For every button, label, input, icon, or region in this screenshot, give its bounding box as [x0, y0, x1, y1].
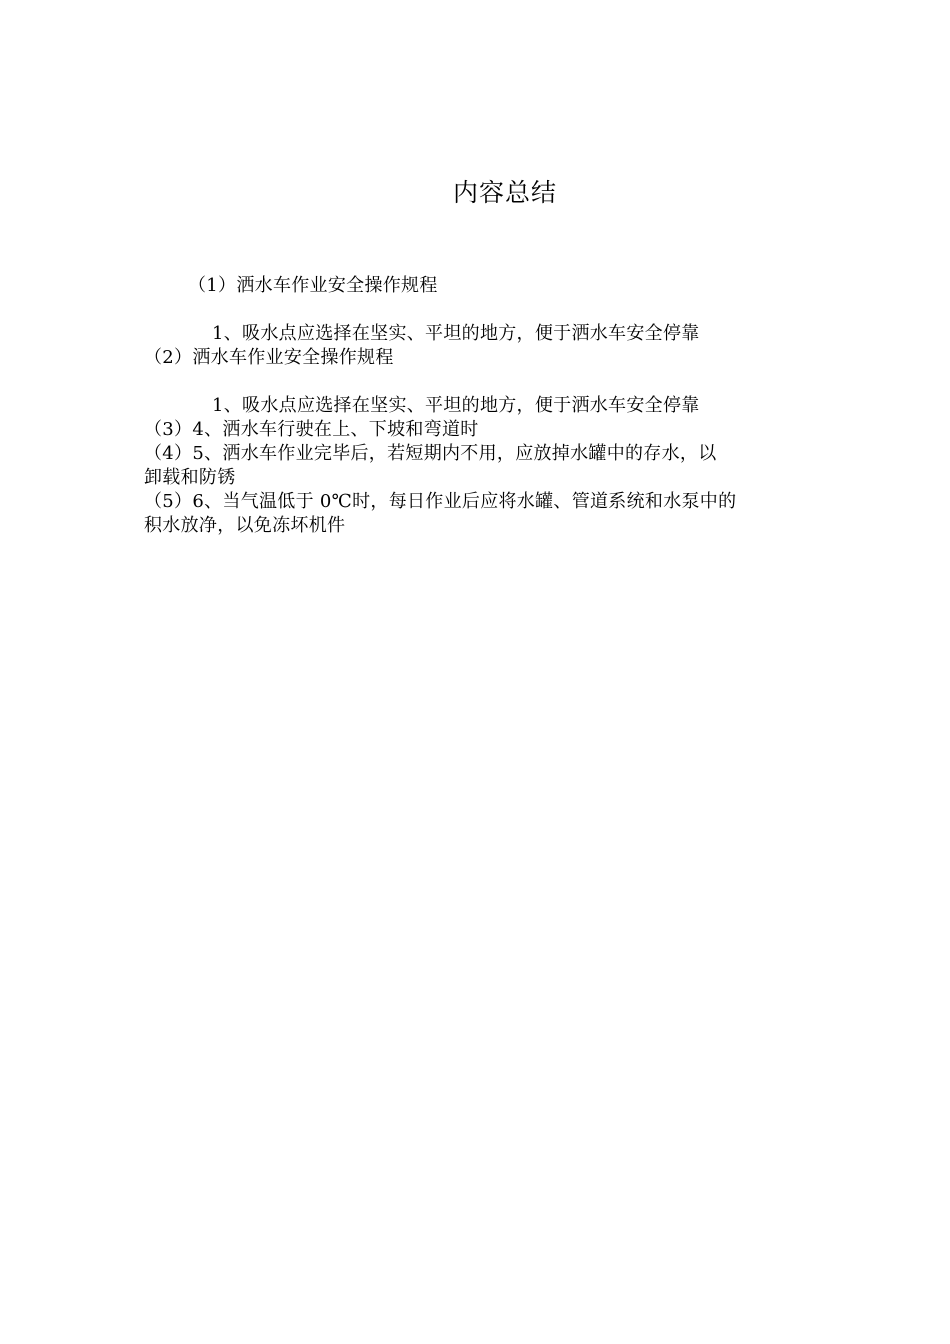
paragraph-line: （3）4、洒水车行驶在上、下坡和弯道时	[144, 419, 479, 440]
paragraph-line: 积水放净，以免冻坏机件	[144, 515, 346, 536]
page-title: 内容总结	[452, 178, 557, 207]
paragraph-line: 卸载和防锈	[144, 467, 236, 488]
section-heading-2: （2）洒水车作业安全操作规程	[144, 347, 394, 368]
paragraph-line: 1、吸水点应选择在坚实、平坦的地方，便于洒水车安全停靠	[212, 395, 700, 416]
paragraph-line: （5）6、当气温低于 0℃时，每日作业后应将水罐、管道系统和水泵中的	[144, 491, 737, 512]
section-heading-1: （1）洒水车作业安全操作规程	[188, 275, 438, 296]
paragraph-line: 1、吸水点应选择在坚实、平坦的地方，便于洒水车安全停靠	[212, 323, 700, 344]
paragraph-line: （4）5、洒水车作业完毕后，若短期内不用，应放掉水罐中的存水，以	[144, 443, 717, 464]
